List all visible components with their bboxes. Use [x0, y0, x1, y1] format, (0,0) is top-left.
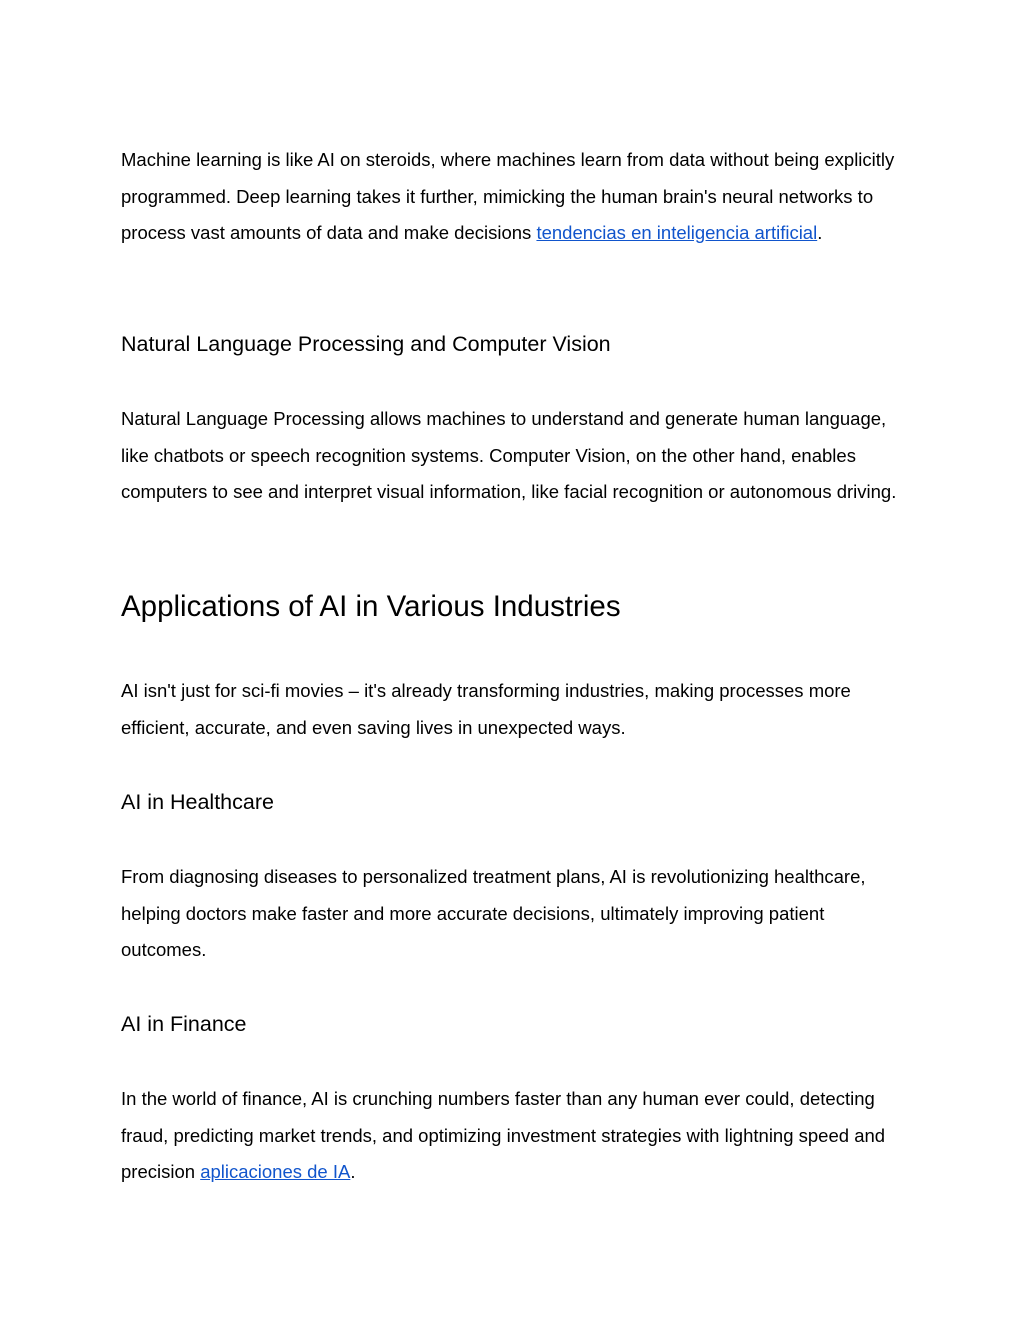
- paragraph-end: .: [350, 1161, 356, 1182]
- heading-finance: AI in Finance: [121, 1012, 247, 1036]
- paragraph-machine-learning: [121, 142, 901, 252]
- heading-healthcare: AI in Healthcare: [121, 790, 274, 814]
- link-aplicaciones-de-ia[interactable]: aplicaciones de IA: [200, 1161, 351, 1182]
- link-tendencias-en-inteligencia-artificial[interactable]: tendencias en inteligencia artificial: [536, 222, 818, 243]
- paragraph-healthcare: From diagnosing diseases to personalized treatment plans, AI is revolutionizing healthcare, helping doctors make faster and more accurate decisions, ultimately improving patient outcomes.: [121, 866, 866, 960]
- heading-nlp-computer-vision: Natural Language Processing and Computer Vision: [121, 332, 611, 356]
- paragraph-finance: [121, 1081, 901, 1191]
- paragraph-text: In the world of finance, AI is crunching numbers faster than any human ever could, detecting fraud, predicting market trends, and optimizing investment strategies with lightning speed and precision: [121, 1088, 886, 1182]
- heading-applications: Applications of AI in Various Industries: [121, 590, 621, 623]
- paragraph-applications: AI isn't just for sci-fi movies – it's already transforming industries, making processes more efficient, accurate, and even saving lives in unexpected ways.: [121, 680, 851, 738]
- paragraph-nlp: Natural Language Processing allows machines to understand and generate human language, like chatbots or speech recognition systems. Computer Vision, on the other hand, enables computers to see and interpret visual information, like facial recognition or autonomous driving.: [121, 408, 897, 502]
- paragraph-end: .: [817, 222, 823, 243]
- paragraph-text: Machine learning is like AI on steroids, where machines learn from data without being explicitly programmed. Deep learning takes it further, mimicking the human brain's neural networks to process vast amounts of data and make decisions: [121, 149, 895, 243]
